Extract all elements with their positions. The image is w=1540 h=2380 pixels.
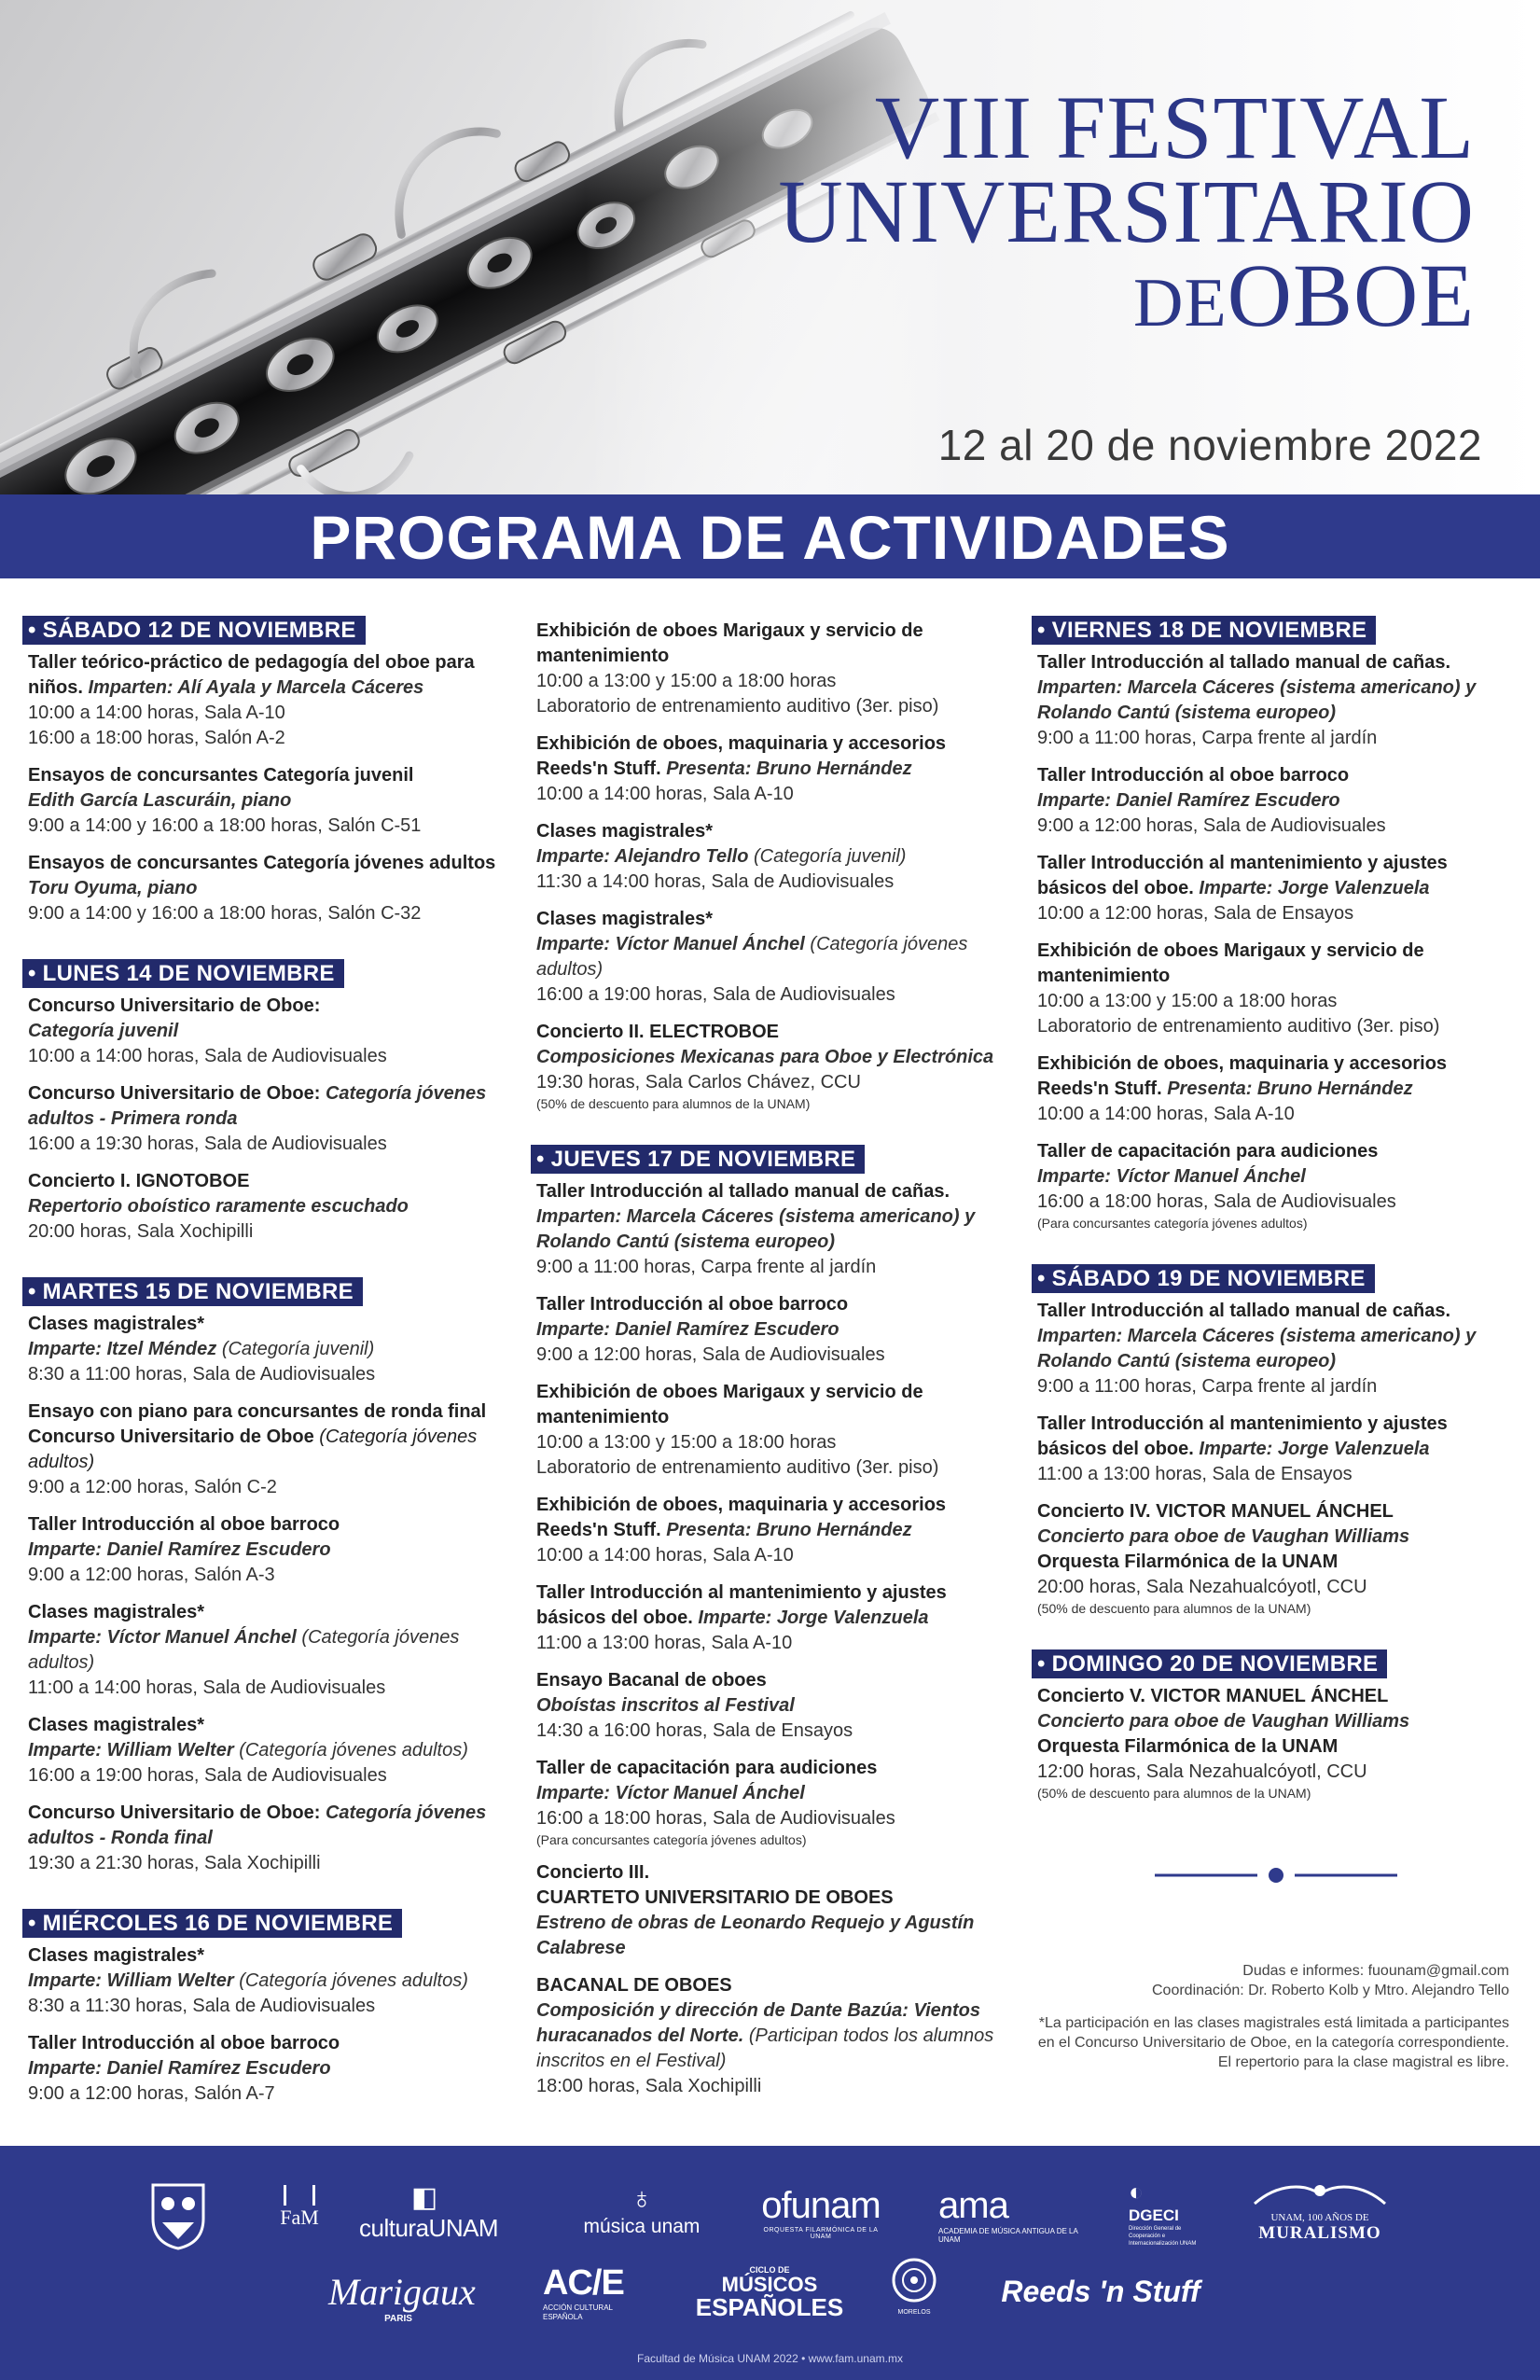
event-title (1037, 1051, 1513, 1102)
event-title (1037, 1299, 1513, 1324)
event-title-suffix: Categoría jóvenes adultos - Primera ronda (28, 1083, 487, 1129)
ofunam-logo (756, 2185, 886, 2240)
event-subtitle (28, 1738, 504, 1763)
event-item (1037, 763, 1513, 839)
info-block (1024, 1961, 1509, 2085)
event-time-location: 10:00 a 14:00 horas, Sala A-10 (1037, 1104, 1295, 1124)
disclaimer: *La participación en las clases magistrales está limitada a participantes en el Concurso Universitario de Oboe, en la categoría correspondiente. El repertorio para la clase magistral es libre. (1037, 2015, 1509, 2070)
event-item (1037, 1684, 1513, 1802)
event-subtitle (28, 1625, 504, 1676)
event-subtitle (28, 1538, 504, 1563)
dgeci-logo-text: DGECI (1129, 2206, 1179, 2224)
event-title-text: Exhibición de oboes Marigaux y servicio de mantenimiento (1037, 940, 1424, 986)
fam-logo (276, 2185, 323, 2230)
event-time-location: Laboratorio de entrenamiento auditivo (3er. piso) (536, 1457, 939, 1478)
day-header: • JUEVES 17 DE NOVIEMBRE (531, 1145, 865, 1174)
event-title-suffix: Imparte: Jorge Valenzuela (698, 1608, 929, 1628)
event-time-location: 16:00 a 19:00 horas, Sala de Audiovisuales (28, 1765, 387, 1786)
event-title (536, 1756, 1012, 1781)
event-subtitle (536, 1204, 1012, 1255)
event-time-location: 10:00 a 14:00 horas, Sala A-10 (536, 1545, 794, 1566)
event-subtitle (536, 1911, 1012, 1961)
event-title-text: Concurso Universitario de Oboe: (28, 1802, 321, 1823)
event-title-text: Taller Introducción al oboe barroco (28, 1514, 340, 1535)
event-time-location: 11:30 a 14:00 horas, Sala de Audiovisuales (536, 871, 895, 892)
event-title-text: Taller Introducción al tallado manual de cañas. (536, 1181, 950, 1202)
title-line-2: UNIVERSITARIO (778, 161, 1475, 261)
event-title-text: Taller de capacitación para audiciones (536, 1758, 878, 1778)
event-title-line2: Orquesta Filarmónica de la UNAM (1037, 1736, 1339, 1757)
event-time-location: 10:00 a 14:00 horas, Sala A-10 (536, 784, 794, 804)
event-title (536, 1493, 1012, 1543)
event-title-text: Ensayo con piano para concursantes de ronda final Concurso Universitario de Oboe (28, 1401, 487, 1447)
event-title (1037, 1139, 1513, 1164)
event-title (28, 763, 504, 788)
event-subtitle (536, 1693, 1012, 1719)
day-header: • SÁBADO 19 DE NOVIEMBRE (1032, 1264, 1375, 1293)
event-subtitle (28, 1019, 504, 1044)
event-time-location: 11:00 a 13:00 horas, Sala de Ensayos (1037, 1464, 1353, 1484)
event-subtitle (28, 788, 504, 814)
morelos-logo (867, 2256, 961, 2316)
event-subtitle-text: Imparten: Marcela Cáceres (sistema americano) y Rolando Cantú (sistema europeo) (536, 1206, 976, 1252)
event-title-text: Taller teórico-práctico de pedagogía del oboe para niños. (28, 652, 475, 698)
event-subtitle (536, 932, 1012, 982)
event-title (536, 619, 1012, 669)
ciclo-logo-top: CICLO DE (749, 2265, 790, 2275)
event-item (1037, 1499, 1513, 1617)
muralismo-logo (1250, 2179, 1390, 2244)
event-title (28, 1713, 504, 1738)
event-title (1037, 1412, 1513, 1462)
event-subtitle-text: Imparte: Daniel Ramírez Escudero (28, 2058, 331, 2079)
event-title (28, 650, 504, 701)
event-time-location: 10:00 a 13:00 y 15:00 a 18:00 horas (1037, 991, 1338, 1011)
event-time-location: Laboratorio de entrenamiento auditivo (3er. piso) (1037, 1016, 1440, 1037)
event-title-line2: Orquesta Filarmónica de la UNAM (1037, 1552, 1339, 1572)
event-title-text: BACANAL DE OBOES (536, 1975, 732, 1996)
ama-logo-text: ama (938, 2185, 1008, 2226)
day-header: • MIÉRCOLES 16 DE NOVIEMBRE (22, 1909, 402, 1938)
event-subtitle-note: (Categoría juvenil) (754, 846, 907, 867)
event-subtitle-text: Composiciones Mexicanas para Oboe y Electrónica (536, 1047, 994, 1067)
event-subtitle-text: Estreno de obras de Leonardo Requejo y Agustín Calabrese (536, 1913, 975, 1958)
event-subtitle-text: Imparte: Víctor Manuel Ánchel (536, 934, 805, 954)
coordination-line: Coordinación: Dr. Roberto Kolb y Mtro. Alejandro Tello (1151, 1983, 1509, 1998)
event-title-text: Ensayos de concursantes Categoría jóvenes adultos (28, 853, 496, 873)
event-title (28, 1801, 504, 1851)
event-subtitle-text: Edith García Lascuráin, piano (28, 790, 292, 811)
event-title-text: Concurso Universitario de Oboe: (28, 995, 321, 1016)
footer-credit: Facultad de Música UNAM 2022 • www.fam.unam.mx (637, 2352, 903, 2365)
event-title (536, 907, 1012, 932)
day-header: • LUNES 14 DE NOVIEMBRE (22, 959, 344, 988)
event-subtitle-note: (Categoría jóvenes adultos) (239, 1970, 468, 1991)
event-title-line2: CUARTETO UNIVERSITARIO DE OBOES (536, 1887, 894, 1908)
ace-logo (543, 2263, 627, 2322)
event-title (1037, 939, 1513, 989)
event-subtitle-note: (Categoría jóvenes adultos) (239, 1740, 468, 1761)
event-title (28, 1312, 504, 1337)
muralismo-mark-icon (1250, 2179, 1390, 2207)
muralismo-logo-top: UNAM, 100 AÑOS DE (1270, 2212, 1369, 2223)
event-title-text: Ensayo Bacanal de oboes (536, 1670, 767, 1691)
program-banner (0, 494, 1540, 578)
event-subtitle-text: Imparte: William Welter (28, 1740, 234, 1761)
event-title-text: Taller Introducción al tallado manual de cañas. (1037, 652, 1451, 673)
event-note: (Para concursantes categoría jóvenes adultos) (536, 1832, 807, 1847)
event-title (536, 1179, 1012, 1204)
event-item (536, 1380, 1012, 1481)
ciclo-logo-mid: MÚSICOS (721, 2273, 818, 2296)
cultura-logo-text: culturaUNAM (359, 2214, 499, 2242)
event-subtitle-note: (Categoría jóvenes adultos) (28, 1627, 460, 1673)
event-time-location: 9:00 a 12:00 horas, Sala de Audiovisuales (1037, 815, 1386, 836)
event-title (536, 1380, 1012, 1430)
event-subtitle-text: Concierto para oboe de Vaughan Williams (1037, 1711, 1410, 1732)
event-item (1037, 1139, 1513, 1232)
event-title-text: Concierto V. VICTOR MANUEL ÁNCHEL (1037, 1686, 1389, 1706)
muralismo-logo-text: MURALISMO (1258, 2223, 1381, 2243)
event-time-location: 9:00 a 12:00 horas, Salón C-2 (28, 1477, 277, 1497)
title-line-1: VIII FESTIVAL (874, 77, 1475, 177)
event-item (28, 2031, 504, 2107)
event-title-text: Taller Introducción al oboe barroco (536, 1294, 849, 1315)
event-title-text: Clases magistrales* (28, 1945, 205, 1966)
event-time-location: 10:00 a 14:00 horas, Sala de Audiovisuales (28, 1046, 387, 1066)
event-subtitle (536, 1998, 1012, 2074)
event-item (536, 1292, 1012, 1368)
event-item (28, 1312, 504, 1387)
event-item (1037, 1051, 1513, 1127)
event-subtitle (1037, 1524, 1513, 1550)
event-title (536, 1292, 1012, 1317)
event-subtitle-text: Imparte: Víctor Manuel Ánchel (1037, 1166, 1306, 1187)
ciclo-musicos-logo (695, 2265, 844, 2319)
event-note: (50% de descuento para alumnos de la UNAM) (536, 1096, 811, 1111)
marigaux-logo-text: Marigaux (328, 2271, 476, 2313)
event-title-text: Taller Introducción al oboe barroco (1037, 765, 1350, 786)
event-subtitle (28, 2056, 504, 2081)
musica-logo-text: música unam (583, 2216, 701, 2237)
event-item (536, 1973, 1012, 2099)
event-time-location: 16:00 a 18:00 horas, Sala de Audiovisuales (1037, 1191, 1396, 1212)
event-subtitle-text: Repertorio oboístico raramente escuchado (28, 1196, 409, 1217)
event-title (536, 1668, 1012, 1693)
festival-title (778, 77, 1475, 345)
event-title (536, 1973, 1012, 1998)
event-title-text: Clases magistrales* (536, 821, 714, 842)
event-title (1037, 1499, 1513, 1524)
event-item (28, 1600, 504, 1701)
event-time-location: 16:00 a 18:00 horas, Sala de Audiovisuales (536, 1808, 895, 1829)
event-item (536, 1860, 1012, 1961)
event-title-suffix: Presenta: Bruno Hernández (666, 759, 912, 779)
event-title-text: Taller Introducción al mantenimiento y ajustes básicos del oboe. (1037, 853, 1448, 898)
event-title-suffix: Imparten: Alí Ayala y Marcela Cáceres (88, 677, 424, 698)
musica-unam-logo (576, 2181, 707, 2238)
event-subtitle (536, 1317, 1012, 1343)
event-item (28, 851, 504, 926)
event-time-location: 18:00 horas, Sala Xochipilli (536, 2076, 762, 2096)
event-title (28, 2031, 504, 2056)
ama-logo-sub: ACADEMIA DE MÚSICA ANTIGUA DE LA UNAM (938, 2227, 1078, 2244)
musica-mark-icon: ♁ (631, 2181, 653, 2215)
marigaux-logo-sub: PARIS (384, 2314, 412, 2324)
event-title (1037, 650, 1513, 675)
event-time-location: 9:00 a 12:00 horas, Salón A-7 (28, 2083, 275, 2104)
event-title (1037, 763, 1513, 788)
event-item (28, 1801, 504, 1876)
event-title-note: (Categoría jóvenes adultos) (28, 1427, 478, 1472)
dgeci-logo (1129, 2178, 1203, 2248)
ofunam-logo-sub: ORQUESTA FILARMÓNICA DE LA UNAM (763, 2227, 879, 2240)
event-item (28, 650, 504, 751)
event-item (1037, 851, 1513, 926)
event-time-location: 16:00 a 18:00 horas, Salón A-2 (28, 728, 285, 748)
event-title-text: Clases magistrales* (28, 1715, 205, 1735)
event-subtitle-text: Imparte: Víctor Manuel Ánchel (28, 1627, 297, 1648)
event-time-location: 10:00 a 13:00 y 15:00 a 18:00 horas (536, 671, 837, 691)
title-line-3 (778, 245, 1475, 345)
marigaux-logo (328, 2270, 476, 2324)
event-subtitle (28, 1969, 504, 1994)
event-subtitle-text: Imparte: Daniel Ramírez Escudero (536, 1319, 839, 1340)
event-subtitle-text: Composición y dirección de Dante Bazúa: Vientos huracanados del Norte. (536, 2000, 981, 2046)
event-item (536, 1756, 1012, 1848)
event-subtitle (1037, 1709, 1513, 1734)
event-time-location: 9:00 a 11:00 horas, Carpa frente al jardín (536, 1257, 877, 1277)
event-subtitle (1037, 788, 1513, 814)
ama-logo (938, 2185, 1078, 2244)
event-time-location: 8:30 a 11:00 horas, Sala de Audiovisuales (28, 1364, 376, 1385)
event-title (536, 1020, 1012, 1045)
fam-mark-icon (284, 2185, 315, 2206)
event-subtitle (536, 1781, 1012, 1806)
event-title (28, 1943, 504, 1969)
day-header: • SÁBADO 12 DE NOVIEMBRE (22, 616, 366, 645)
fam-logo-text: FaM (280, 2206, 319, 2229)
event-title (28, 1512, 504, 1538)
event-time-location: 20:00 horas, Sala Nezahualcóyotl, CCU (1037, 1577, 1367, 1597)
event-note: (Para concursantes categoría jóvenes adultos) (1037, 1216, 1308, 1231)
event-item (28, 1512, 504, 1588)
event-subtitle (1037, 1324, 1513, 1374)
event-title-text: Exhibición de oboes Marigaux y servicio de mantenimiento (536, 620, 923, 666)
dgeci-mark-icon: ◐ (1129, 2178, 1144, 2206)
cultura-unam-logo (359, 2181, 499, 2243)
event-title-text: Taller Introducción al oboe barroco (28, 2033, 340, 2053)
morelos-mark-icon (890, 2256, 938, 2304)
event-subtitle (536, 1045, 1012, 1070)
event-title-text: Taller Introducción al mantenimiento y ajustes básicos del oboe. (1037, 1413, 1448, 1459)
ciclo-logo-bot: ESPAÑOLES (695, 2293, 844, 2321)
event-title-text: Taller Introducción al mantenimiento y ajustes básicos del oboe. (536, 1582, 947, 1628)
event-item (1037, 1299, 1513, 1399)
event-item (28, 1713, 504, 1788)
event-time-location: 9:00 a 14:00 y 16:00 a 18:00 horas, Salón C-51 (28, 815, 422, 836)
event-subtitle-text: Oboístas inscritos al Festival (536, 1695, 795, 1716)
event-time-location: 9:00 a 11:00 horas, Carpa frente al jardín (1037, 728, 1378, 748)
event-title-text: Exhibición de oboes Marigaux y servicio de mantenimiento (536, 1382, 923, 1427)
event-item (28, 763, 504, 839)
day-header: • DOMINGO 20 DE NOVIEMBRE (1032, 1649, 1387, 1678)
event-time-location: 19:30 a 21:30 horas, Sala Xochipilli (28, 1853, 321, 1873)
event-title-text: Clases magistrales* (28, 1314, 205, 1334)
event-subtitle-note: (Participan todos los alumnos inscritos en el Festival) (536, 2025, 994, 2071)
ornament-divider (1155, 1866, 1397, 1885)
event-time-location: 19:30 horas, Sala Carlos Chávez, CCU (536, 1072, 861, 1093)
unam-crest-logo (147, 2181, 209, 2250)
event-time-location: 9:00 a 12:00 horas, Salón A-3 (28, 1565, 275, 1585)
event-title-suffix: Presenta: Bruno Hernández (1167, 1079, 1413, 1099)
event-time-location: 20:00 horas, Sala Xochipilli (28, 1221, 254, 1242)
event-item (28, 1943, 504, 2019)
event-title-text: Concierto II. ELECTROBOE (536, 1022, 780, 1042)
event-subtitle-note: (Categoría juvenil) (221, 1339, 375, 1359)
event-item (536, 1493, 1012, 1568)
event-title-text: Concierto III. (536, 1862, 650, 1883)
event-subtitle-note: (Categoría jóvenes adultos) (536, 934, 968, 980)
event-title (28, 1399, 504, 1475)
event-title (28, 1081, 504, 1132)
event-title (28, 994, 504, 1019)
event-time-location: 10:00 a 12:00 horas, Sala de Ensayos (1037, 903, 1354, 924)
event-subtitle (536, 844, 1012, 870)
program-column-3 (1037, 616, 1513, 1814)
event-title-text: Exhibición de oboes, maquinaria y accesorios Reeds'n Stuff. (536, 733, 947, 779)
event-title-text: Taller Introducción al tallado manual de cañas. (1037, 1301, 1451, 1321)
event-item (1037, 650, 1513, 751)
event-subtitle (28, 876, 504, 901)
reeds-logo-text: Reeds 'n Stuff (1001, 2275, 1200, 2308)
title-oboe: OBOE (1227, 245, 1475, 345)
event-time-location: 9:00 a 12:00 horas, Sala de Audiovisuales (536, 1344, 885, 1365)
ofunam-logo-text: ofunam (761, 2185, 881, 2226)
title-de: DE (1133, 265, 1228, 341)
event-title-text: Concurso Universitario de Oboe: (28, 1083, 321, 1104)
event-title-suffix: Categoría jóvenes adultos - Ronda final (28, 1802, 487, 1848)
event-title-text: Ensayos de concursantes Categoría juvenil (28, 765, 414, 786)
event-subtitle-text: Categoría juvenil (28, 1021, 179, 1041)
event-item (28, 1081, 504, 1157)
event-subtitle-text: Toru Oyuma, piano (28, 878, 198, 898)
event-item (536, 1668, 1012, 1744)
event-subtitle-text: Imparten: Marcela Cáceres (sistema americano) y Rolando Cantú (sistema europeo) (1037, 677, 1477, 723)
event-item (1037, 939, 1513, 1039)
event-item (536, 1179, 1012, 1280)
reeds-n-stuff-logo (989, 2275, 1213, 2309)
header-area (0, 0, 1540, 494)
day-header: • VIERNES 18 DE NOVIEMBRE (1032, 616, 1376, 645)
event-note: (50% de descuento para alumnos de la UNAM) (1037, 1601, 1311, 1616)
event-subtitle-text: Imparten: Marcela Cáceres (sistema americano) y Rolando Cantú (sistema europeo) (1037, 1326, 1477, 1371)
event-subtitle (28, 1337, 504, 1362)
event-title (536, 1580, 1012, 1631)
event-time-location: Laboratorio de entrenamiento auditivo (3er. piso) (536, 696, 939, 717)
sponsor-footer (0, 2146, 1540, 2380)
event-time-location: 8:30 a 11:30 horas, Sala de Audiovisuales (28, 1996, 376, 2016)
event-subtitle-text: Concierto para oboe de Vaughan Williams (1037, 1526, 1410, 1547)
ace-logo-text: AC/E (543, 2263, 624, 2303)
event-title-text: Concierto I. IGNOTOBOE (28, 1171, 250, 1191)
event-subtitle-text: Imparte: William Welter (28, 1970, 234, 1991)
event-time-location: 9:00 a 14:00 y 16:00 a 18:00 horas, Salón C-32 (28, 903, 422, 924)
event-title-text: Clases magistrales* (28, 1602, 205, 1622)
event-item (536, 619, 1012, 719)
event-title (28, 851, 504, 876)
event-item (536, 1020, 1012, 1112)
event-item (28, 1169, 504, 1245)
event-title-suffix: Imparte: Jorge Valenzuela (1199, 1439, 1430, 1459)
event-time-location: 16:00 a 19:30 horas, Sala de Audiovisuales (28, 1134, 387, 1154)
event-item (1037, 1412, 1513, 1487)
event-title-suffix: Imparte: Jorge Valenzuela (1199, 878, 1430, 898)
event-item (536, 819, 1012, 895)
event-time-location: 14:30 a 16:00 horas, Sala de Ensayos (536, 1720, 853, 1741)
program-column-1 (28, 616, 504, 2119)
day-header: • MARTES 15 DE NOVIEMBRE (22, 1277, 363, 1306)
event-item (28, 994, 504, 1069)
event-subtitle (1037, 1164, 1513, 1190)
morelos-logo-text: MORELOS (897, 2309, 931, 2316)
event-title (28, 1600, 504, 1625)
contact-line: Dudas e informes: fuounam@gmail.com (1242, 1963, 1509, 1979)
event-time-location: 11:00 a 13:00 horas, Sala A-10 (536, 1633, 793, 1653)
event-note: (50% de descuento para alumnos de la UNAM) (1037, 1786, 1311, 1801)
program-title: PROGRAMA DE ACTIVIDADES (310, 503, 1230, 572)
event-title-text: Exhibición de oboes, maquinaria y accesorios Reeds'n Stuff. (536, 1495, 947, 1540)
event-subtitle-text: Imparte: Víctor Manuel Ánchel (536, 1783, 805, 1803)
event-subtitle-text: Imparte: Itzel Méndez (28, 1339, 217, 1359)
event-item (28, 1399, 504, 1500)
event-subtitle-text: Imparte: Alejandro Tello (536, 846, 749, 867)
event-title-text: Exhibición de oboes, maquinaria y accesorios Reeds'n Stuff. (1037, 1053, 1448, 1099)
festival-dates: 12 al 20 de noviembre 2022 (937, 421, 1482, 469)
event-title (536, 731, 1012, 782)
event-time-location: 11:00 a 14:00 horas, Sala de Audiovisuales (28, 1677, 386, 1698)
event-time-location: 10:00 a 14:00 horas, Sala A-10 (28, 703, 285, 723)
event-time-location: 12:00 horas, Sala Nezahualcóyotl, CCU (1037, 1761, 1367, 1782)
event-title (1037, 851, 1513, 901)
event-subtitle-text: Imparte: Daniel Ramírez Escudero (1037, 790, 1340, 811)
dgeci-logo-sub: Dirección General de Cooperación e Internacionalización UNAM (1129, 2226, 1197, 2247)
event-title (28, 1169, 504, 1194)
event-time-location: 16:00 a 19:00 horas, Sala de Audiovisuales (536, 984, 895, 1005)
event-title (1037, 1684, 1513, 1709)
event-item (536, 1580, 1012, 1656)
event-title-text: Clases magistrales* (536, 909, 714, 929)
event-subtitle (28, 1194, 504, 1219)
event-time-location: 9:00 a 11:00 horas, Carpa frente al jardín (1037, 1376, 1378, 1397)
event-title-text: Taller de capacitación para audiciones (1037, 1141, 1379, 1162)
event-subtitle (1037, 675, 1513, 726)
event-time-location: 10:00 a 13:00 y 15:00 a 18:00 horas (536, 1432, 837, 1453)
event-title (536, 819, 1012, 844)
event-subtitle-text: Imparte: Daniel Ramírez Escudero (28, 1539, 331, 1560)
event-title-text: Concierto IV. VICTOR MANUEL ÁNCHEL (1037, 1501, 1394, 1522)
event-title (536, 1860, 1012, 1886)
event-item (536, 731, 1012, 807)
ace-logo-sub: ACCIÓN CULTURAL ESPAÑOLA (543, 2303, 613, 2321)
cultura-mark-icon: ◧ (410, 2182, 438, 2213)
program-column-2 (536, 619, 1012, 2111)
event-title-suffix: Presenta: Bruno Hernández (666, 1520, 912, 1540)
event-item (536, 907, 1012, 1008)
